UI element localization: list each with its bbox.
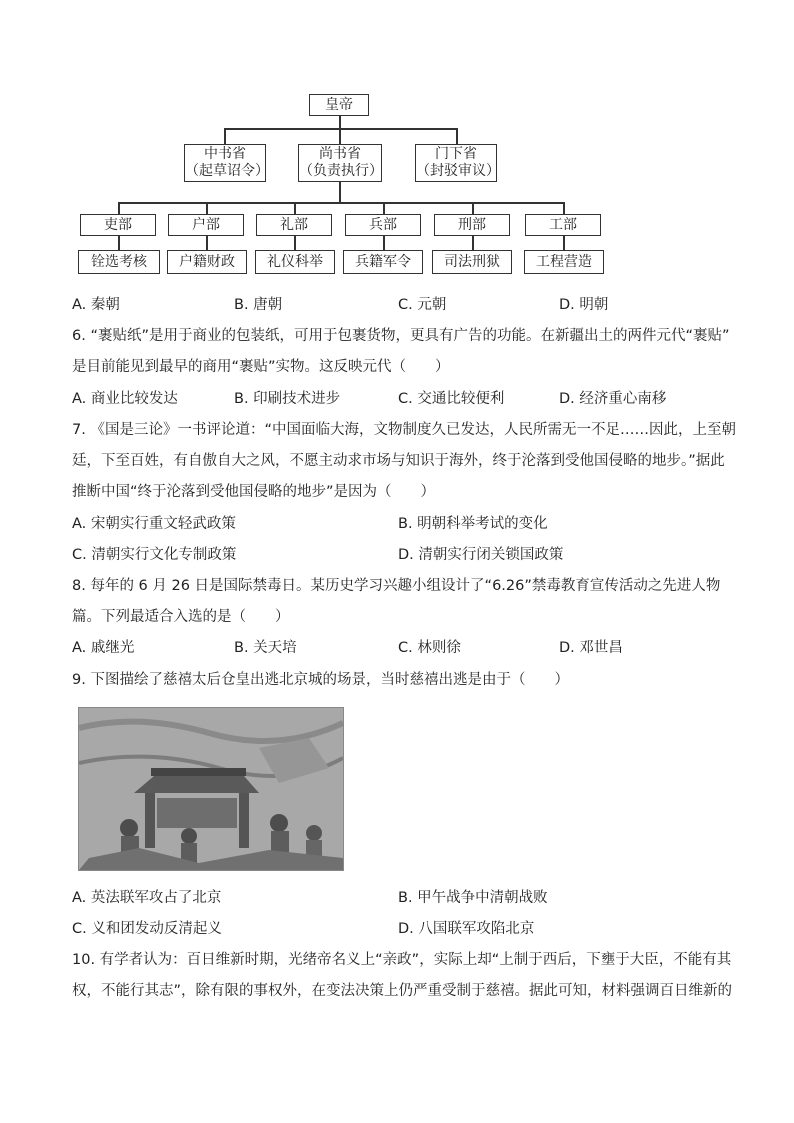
option-a: A. 商业比较发达 [72, 391, 178, 407]
option-d: D. 八国联军攻陷北京 [398, 921, 535, 937]
ministry-name: 户部 [192, 216, 220, 233]
ministry-name: 吏部 [104, 216, 132, 233]
option-a: A. 戚继光 [72, 640, 135, 656]
ministry-name: 工部 [549, 216, 577, 233]
province-name: 尚书省 [319, 146, 361, 162]
province-role: （负责执行） [299, 163, 383, 179]
ministry-box-li [80, 214, 156, 236]
duty-box-li-rites [255, 250, 335, 274]
ministry-box-bing [345, 214, 421, 236]
historical-illustration [78, 707, 344, 871]
ministry-name: 刑部 [458, 216, 486, 233]
question-text: 10. 有学者认为：百日维新时期，光绪帝名义上“亲政”，实际上却“上制于西后，下壅于大臣，不能有其 [72, 952, 732, 968]
option-a: A. 秦朝 [72, 297, 120, 313]
duty-box-li [78, 250, 160, 274]
province-name: 门下省 [435, 146, 477, 162]
option-c: C. 清朝实行文化专制政策 [72, 547, 237, 563]
emperor-label: 皇帝 [325, 96, 353, 113]
question-text: 推断中国“终于沦落到受他国侵略的地步”是因为（ ） [72, 484, 436, 500]
duty-label: 兵籍军令 [355, 253, 411, 270]
ministry-box-xing [434, 214, 510, 236]
ministry-box-hu [168, 214, 244, 236]
duty-label: 工程营造 [536, 253, 592, 270]
option-d: D. 邓世昌 [559, 640, 623, 656]
option-d: D. 经济重心南移 [559, 391, 667, 407]
question-text: 廷，下至百姓，有自傲自大之风，不愿主动求市场与知识于海外，终于沦落到受他国侵略的地步。”据此 [72, 453, 725, 469]
province-role: （封驳审议） [416, 163, 500, 179]
province-box-zhongshu [184, 144, 269, 182]
ministry-box-gong [525, 214, 601, 236]
duty-box-hu [167, 250, 247, 274]
province-name: 中书省 [204, 146, 246, 162]
question-text: 篇。下列最适合入选的是（ ） [72, 609, 290, 625]
option-c: C. 交通比较便利 [398, 391, 505, 407]
option-d: D. 明朝 [559, 297, 609, 313]
option-b: B. 明朝科举考试的变化 [398, 516, 548, 532]
duty-label: 礼仪科举 [267, 253, 323, 270]
province-box-menxia [415, 144, 500, 182]
option-b: B. 甲午战争中清朝战败 [398, 890, 548, 906]
province-role: （起草诏令） [185, 163, 269, 179]
question-text: 是目前能见到最早的商用“裹贴”实物。这反映元代（ ） [72, 359, 450, 375]
duty-label: 户籍财政 [179, 253, 235, 270]
emperor-box [309, 94, 369, 116]
duty-label: 铨选考核 [91, 253, 147, 270]
question-text: 8. 每年的 6 月 26 日是国际禁毒日。某历史学习兴趣小组设计了“6.26”禁毒教育宣传活动之先进人物 [72, 578, 721, 594]
ministry-name: 兵部 [369, 216, 397, 233]
option-b: B. 印刷技术进步 [234, 391, 341, 407]
option-c: C. 元朝 [398, 297, 447, 313]
province-box-shangshu [298, 144, 382, 182]
ministry-name: 礼部 [280, 216, 308, 233]
option-a: A. 英法联军攻占了北京 [72, 890, 222, 906]
ministry-box-li-rites [256, 214, 332, 236]
duty-box-gong [524, 250, 604, 274]
question-text: 7. 《国是三论》一书评论道：“中国面临大海，文物制度久已发达，人民所需无一不足……因此，上至朝 [72, 422, 736, 438]
duty-box-xing [432, 250, 512, 274]
option-c: C. 林则徐 [398, 640, 461, 656]
duty-label: 司法刑狱 [444, 253, 500, 270]
option-d: D. 清朝实行闭关锁国政策 [398, 547, 564, 563]
question-text: 9. 下图描绘了慈禧太后仓皇出逃北京城的场景，当时慈禧出逃是由于（ ） [72, 672, 569, 688]
option-c: C. 义和团发动反清起义 [72, 921, 222, 937]
option-b: B. 关天培 [234, 640, 297, 656]
question-text: 权，不能行其志”，除有限的事权外，在变法决策上仍严重受制于慈禧。据此可知，材料强调百日维新的 [72, 983, 733, 999]
option-b: B. 唐朝 [234, 297, 283, 313]
question-text: 6. “裹贴纸”是用于商业的包装纸，可用于包裹货物，更具有广告的功能。在新疆出土的两件元代“裹贴” [72, 328, 730, 344]
option-a: A. 宋朝实行重文轻武政策 [72, 516, 236, 532]
duty-box-bing [343, 250, 423, 274]
